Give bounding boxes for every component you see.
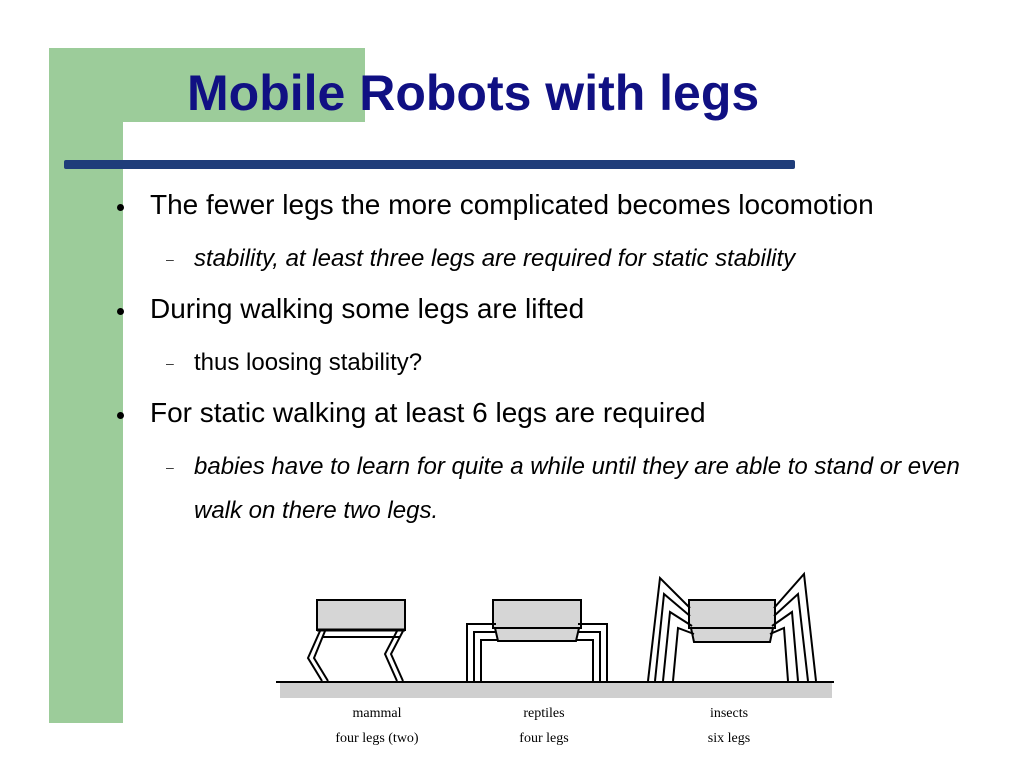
ground-surface	[280, 682, 832, 698]
caption-mammal-legs: four legs (two)	[335, 731, 419, 746]
bullet-text: During walking some legs are lifted	[150, 293, 585, 324]
mammal-body	[317, 600, 405, 630]
bullet-text: The fewer legs the more complicated becomes locomotion	[150, 189, 874, 220]
insect-right-leg-4	[770, 628, 788, 681]
caption-mammal-name: mammal	[352, 706, 402, 721]
insect-right-leg-1	[774, 574, 816, 681]
bullet-dot-icon	[117, 308, 124, 315]
sub-bullet-item	[112, 445, 994, 533]
bullet-dot-icon	[117, 204, 124, 211]
sub-bullet-item	[112, 237, 1012, 281]
bullet-list	[112, 185, 1012, 533]
caption-reptiles-legs: four legs	[519, 731, 569, 746]
insect-left-leg-3	[663, 612, 692, 681]
title-underline	[64, 160, 795, 169]
bullet-text: For static walking at least 6 legs are required	[150, 397, 706, 428]
dash-icon: –	[166, 459, 174, 475]
dash-icon: –	[166, 355, 174, 371]
insect-robot	[648, 574, 816, 681]
bullet-dot-icon	[117, 412, 124, 419]
bullet-item	[112, 185, 910, 225]
reptile-body	[493, 600, 581, 628]
sub-bullet-item	[112, 341, 1012, 385]
reptile-mid-leg-left	[481, 640, 498, 681]
dash-icon: –	[166, 251, 174, 267]
slide-title: Mobile Robots with legs	[187, 65, 760, 121]
legged-locomotion-figure	[268, 568, 848, 758]
bullet-item	[112, 289, 1012, 329]
insect-left-leg-2	[655, 594, 690, 681]
bullet-item	[112, 393, 1012, 433]
reptile-mid-leg-right	[576, 640, 593, 681]
caption-insects-legs: six legs	[707, 731, 751, 746]
sub-bullet-text: thus loosing stability?	[194, 349, 423, 376]
insect-body	[689, 600, 775, 628]
insect-body-base	[691, 628, 773, 642]
caption-insects-name: insects	[709, 706, 749, 721]
sub-bullet-text: babies have to learn for quite a while until they are able to stand or even walk on there two legs.	[194, 453, 960, 524]
sub-bullet-text: stability, at least three legs are required for static stability	[194, 245, 796, 272]
caption-reptiles-name: reptiles	[523, 706, 565, 721]
reptile-robot	[467, 600, 607, 681]
reptile-body-base	[495, 628, 579, 641]
insect-left-leg-4	[673, 628, 694, 681]
insect-right-leg-2	[774, 594, 808, 681]
mammal-robot	[308, 600, 405, 681]
